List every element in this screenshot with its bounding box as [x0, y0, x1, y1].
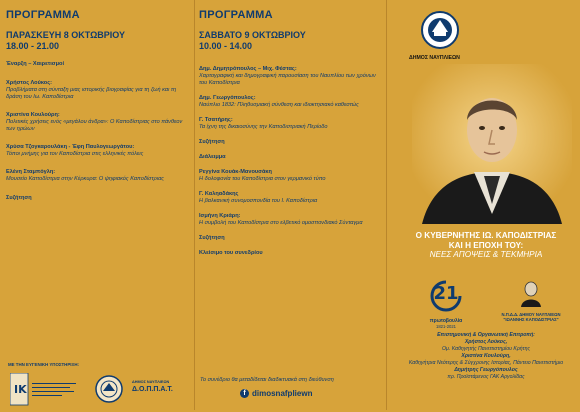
crest-icon: [420, 8, 460, 58]
talk-speaker: Ρεγγίνα Κουάκ-Μανουσάκη: [199, 169, 272, 175]
talk-title: Προβλήματα στη σύνταξη μιας ιστορικής βιογραφίας για τη ζωή και τη δράση του Ιω. Καποδίστρια: [6, 87, 177, 100]
committee-role: πρ. Προϊστάμενος ΓΑΚ Αργολίδας: [447, 374, 525, 380]
time-day1: 18.00 - 21.00: [6, 41, 60, 51]
municipality-name: ΔΗΜΟΣ ΝΑΥΠΛΙΕΩΝ: [409, 55, 460, 61]
portrait-image: [412, 64, 572, 224]
initiative-1821-logo: [421, 279, 471, 329]
talk-title: Χαρτογραφική και δημογραφική παρουσίαση του Ναυπλίου των χρόνων του Καποδίστρια: [199, 73, 376, 86]
seal-icon: [94, 374, 124, 404]
npdd-bust-icon: [519, 281, 543, 307]
talk-item: [199, 117, 385, 131]
talk-item: [6, 80, 192, 101]
talk-item: [199, 213, 385, 227]
svg-text:IK: IK: [14, 383, 27, 396]
opening-label: Έναρξη – Χαιρετισμοί: [6, 61, 65, 67]
talk-title: Η δολοφονία του Καποδίστρια στον γερμανικό τύπο: [199, 176, 326, 182]
program-heading: ΠΡΟΓΡΑΜΜΑ: [199, 9, 273, 21]
talk-item: [6, 169, 192, 183]
column-divider: [194, 0, 195, 410]
time-day2: 10.00 - 14.00: [199, 41, 253, 51]
talk-title: Η βαλκανική συνομοσπονδία του Ι. Καποδίστρια: [199, 198, 318, 204]
npdd-logo: [500, 281, 562, 322]
committee-name: Δημήτρης Γεωργόπουλος: [454, 367, 518, 373]
talk-speaker: Δημ. Γεωργόπουλος:: [199, 95, 256, 101]
portrait-kapodistrias: [412, 64, 572, 224]
talk-speaker: Χρύσα Τζογκαρουλάκη - Έφη Παυλογεωργάτου:: [6, 144, 135, 150]
title-line2: ΚΑΙ Η ΕΠΟΧΗ ΤΟΥ:: [448, 240, 524, 250]
committee-name: Χρήστος Λούκος,: [464, 339, 508, 345]
committee-heading: Επιστημονική & Οργανωτική Επιτροπή:: [437, 332, 535, 338]
column-divider: [386, 0, 387, 410]
sponsor-logo-ike: [10, 373, 78, 407]
talk-speaker: Γ. Καληαδάκης: [199, 191, 239, 197]
discussion-label: Συζήτηση: [6, 195, 32, 201]
title-line1: Ο ΚΥΒΕΡΝΗΤΗΣ ΙΩ. ΚΑΠΟΔΙΣΤΡΙΑΣ: [415, 231, 557, 240]
committee: [400, 332, 572, 381]
committee-role: Καθηγήτρια Νεότερης & Σύγχρονης Ιστορίας, Πάντειο Πανεπιστήμιο: [408, 360, 564, 366]
talk-title: Πολιτικές χρήσεις ενός «μεγάλου άνδρα»: Ο Καποδίστριας στο πάνθεον των ηρώων: [6, 119, 183, 132]
talk-item: [199, 191, 385, 205]
discussion-label: Συζήτηση: [199, 235, 225, 241]
date-day1: ΠΑΡΑΣΚΕΥΗ 8 ΟΚΤΩΒΡΙΟΥ: [6, 30, 126, 40]
talk-speaker: Ισμήνη Κριάρη:: [199, 213, 241, 219]
talk-speaker: Χρήστος Λούκος:: [6, 80, 52, 86]
npdd-line2: "ΙΩΑΝΝΗΣ ΚΑΠΟΔΙΣΤΡΙΑΣ": [503, 317, 559, 322]
talk-speaker: Γ. Τσατήρης:: [199, 117, 233, 123]
logo-21-years: 1821-2021: [435, 324, 457, 329]
talk-speaker: Δημ. Δημητρόπουλος – Μιχ. Φέστας:: [199, 66, 297, 72]
facebook-link[interactable]: [240, 389, 312, 398]
break-label: Διάλειμμα: [199, 154, 226, 160]
dopat-small: ΔΗΜΟΣ ΝΑΥΠΛΙΕΩΝ: [132, 380, 170, 384]
talk-title: Ναύπλιο 1832: Πληθυσμιακή σύνθεση και ιδιοκτησιακό καθεστώς: [199, 102, 359, 108]
talk-item: [6, 144, 192, 158]
talk-title: Η συμβολή του Καποδίστρια στο ελβετικό ομοσπονδιακό Σύνταγμα: [199, 220, 363, 226]
sponsor-logo-seal: [94, 374, 124, 404]
logo-21-text: πρωτοβουλία: [429, 318, 463, 324]
title-line3: ΝΕΕΣ ΑΠΟΨΕΙΣ & ΤΕΚΜΗΡΙΑ: [429, 250, 543, 260]
facebook-handle: dimosnafpliewn: [252, 389, 313, 398]
talk-item: [6, 112, 192, 133]
municipality-crest: [420, 8, 460, 58]
talk-speaker: Ελένη Σταμπόγλη:: [6, 169, 56, 175]
talk-title: Τόποι μνήμης για τον Καποδίστρια στις ελληνικές πόλεις: [6, 151, 144, 157]
date-day2: ΣΑΒΒΑΤΟ 9 ΟΚΤΩΒΡΙΟΥ: [199, 30, 306, 40]
facebook-icon: f: [240, 389, 249, 398]
support-label: ΜΕ ΤΗΝ ΕΥΓΕΝΙΚΗ ΥΠΟΣΤΗΡΙΞΗ:: [8, 362, 79, 367]
talk-item: [199, 66, 385, 87]
program-heading: ΠΡΟΓΡΑΜΜΑ: [6, 9, 80, 21]
streaming-note: Το συνέδριο θα μεταδίδεται διαδικτυακά στη διεύθυνση: [200, 377, 334, 383]
talk-item: [199, 169, 385, 183]
talk-title: Μουσείο Καποδίστρια στην Κέρκυρα: Ο ψηφιακός Καποδίστριας: [6, 176, 164, 182]
sponsor-logo-icon: [10, 373, 78, 407]
dopat-logo: Δ.Ο.Π.Π.Α.Τ.: [132, 386, 173, 393]
closing-label: Κλείσιμο του συνεδρίου: [199, 250, 263, 256]
event-title: [400, 231, 572, 260]
committee-role: Ομ. Καθηγητής Πανεπιστημίου Κρήτης: [441, 346, 531, 352]
committee-name: Χριστίνα Κουλούρη,: [461, 353, 511, 359]
program-day2: [199, 0, 385, 257]
talk-item: [199, 95, 385, 109]
program-day1: [6, 0, 192, 202]
talk-title: Τα ίχνη της δικαιοσύνης την Καποδιστριακή Περίοδο: [199, 124, 328, 130]
npdd-line1: Ν.Π.Δ.Δ. ΔΗΜΟΥ ΝΑΥΠΛΙΕΩΝ: [501, 312, 561, 317]
discussion-label: Συζήτηση: [199, 139, 225, 145]
logo-21-number: 21: [433, 283, 459, 304]
talk-speaker: Χριστίνα Κουλούρη:: [6, 112, 60, 118]
